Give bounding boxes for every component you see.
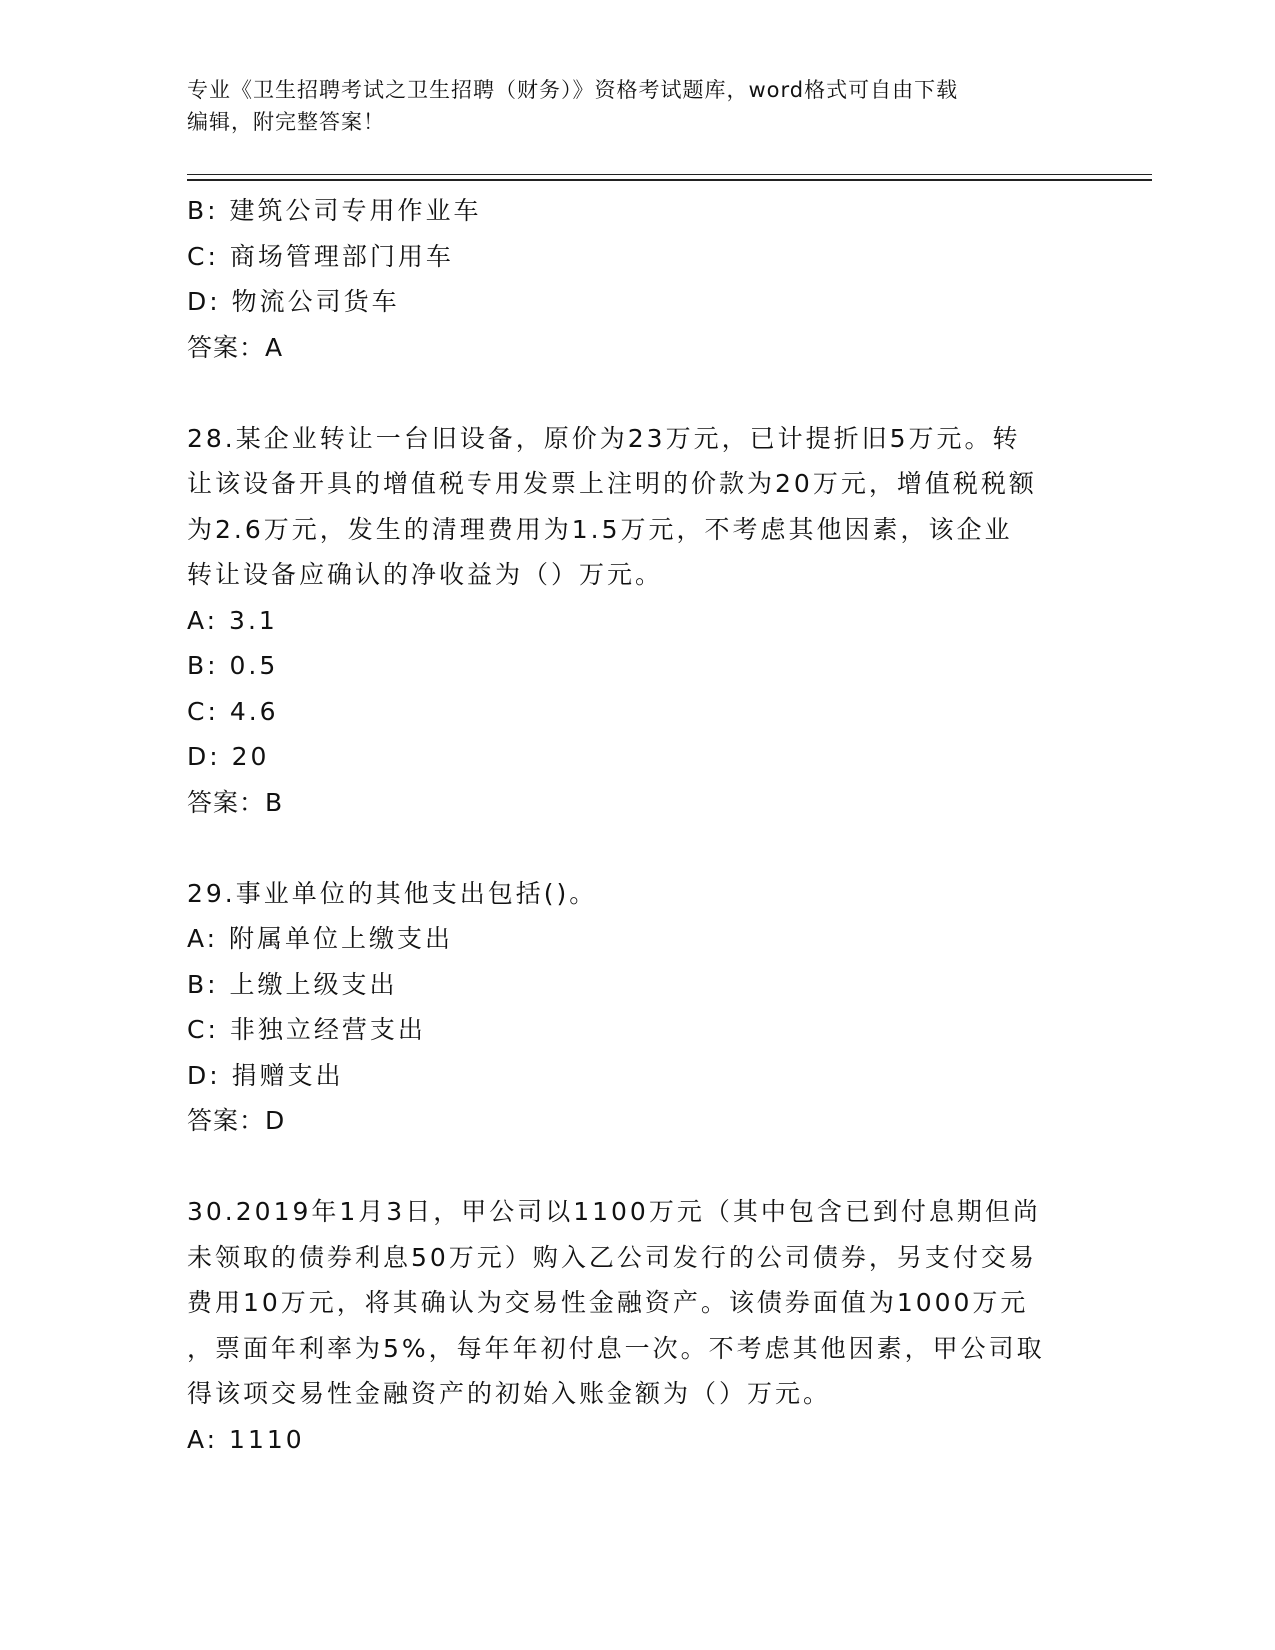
- option-a: A: 附属单位上缴支出: [187, 924, 454, 953]
- spacer: [187, 1144, 1077, 1190]
- option-c: C: 非独立经营支出: [187, 1015, 426, 1044]
- question-stem-line: 30.2019年1月3日，甲公司以1100万元（其中包含已到付息期但尚: [187, 1197, 1041, 1226]
- option-b: B: 上缴上级支出: [187, 969, 398, 999]
- question-28: [187, 416, 1077, 826]
- option-a: A: 3.1: [187, 605, 278, 635]
- question-30: [187, 1189, 1077, 1462]
- header-rule-thick: [187, 179, 1152, 181]
- answer-line: 答案：A: [187, 332, 284, 362]
- question-stem-line: 得该项交易性金融资产的初始入账金额为（）万元。: [187, 1379, 832, 1408]
- option-b: B: 0.5: [187, 651, 279, 680]
- header-rule-thin: [187, 174, 1152, 175]
- answer-line: 答案：B: [187, 787, 284, 817]
- option-c: C: 商场管理部门用车: [187, 241, 454, 271]
- option-b: B: 建筑公司专用作业车: [187, 196, 482, 225]
- header-line-2: 编辑，附完整答案！: [187, 110, 385, 134]
- option-d: D: 捐赠支出: [187, 1060, 344, 1090]
- question-29: [187, 871, 1077, 1144]
- answer-line: 答案：D: [187, 1106, 286, 1135]
- question-stem-line: 费用10万元，将其确认为交易性金融资产。该债券面值为1000万元: [187, 1288, 1029, 1317]
- option-d: D: 物流公司货车: [187, 287, 400, 316]
- question-stem-line: 未领取的债券利息50万元）购入乙公司发行的公司债券，另支付交易: [187, 1242, 1037, 1272]
- question-27: [187, 188, 1077, 370]
- question-stem-line: ，票面年利率为5%，每年年初付息一次。不考虑其他因素，甲公司取: [187, 1333, 1045, 1363]
- document-header: [187, 74, 1067, 138]
- option-d: D: 20: [187, 742, 270, 771]
- spacer: [187, 370, 1077, 416]
- option-a: A: 1110: [187, 1424, 305, 1454]
- header-line-1: 专业《卫生招聘考试之卫生招聘（财务）》资格考试题库，word格式可自由下载: [187, 78, 959, 102]
- spacer: [187, 825, 1077, 871]
- question-stem-line: 29.事业单位的其他支出包括()。: [187, 878, 598, 908]
- question-stem-line: 为2.6万元，发生的清理费用为1.5万元，不考虑其他因素，该企业: [187, 514, 1013, 544]
- option-c: C: 4.6: [187, 696, 279, 726]
- question-stem-line: 让该设备开具的增值税专用发票上注明的价款为20万元，增值税税额: [187, 469, 1037, 498]
- question-content: [187, 188, 1077, 1462]
- question-stem-line: 转让设备应确认的净收益为（）万元。: [187, 560, 664, 589]
- question-stem-line: 28.某企业转让一台旧设备，原价为23万元，已计提折旧5万元。转: [187, 423, 1021, 453]
